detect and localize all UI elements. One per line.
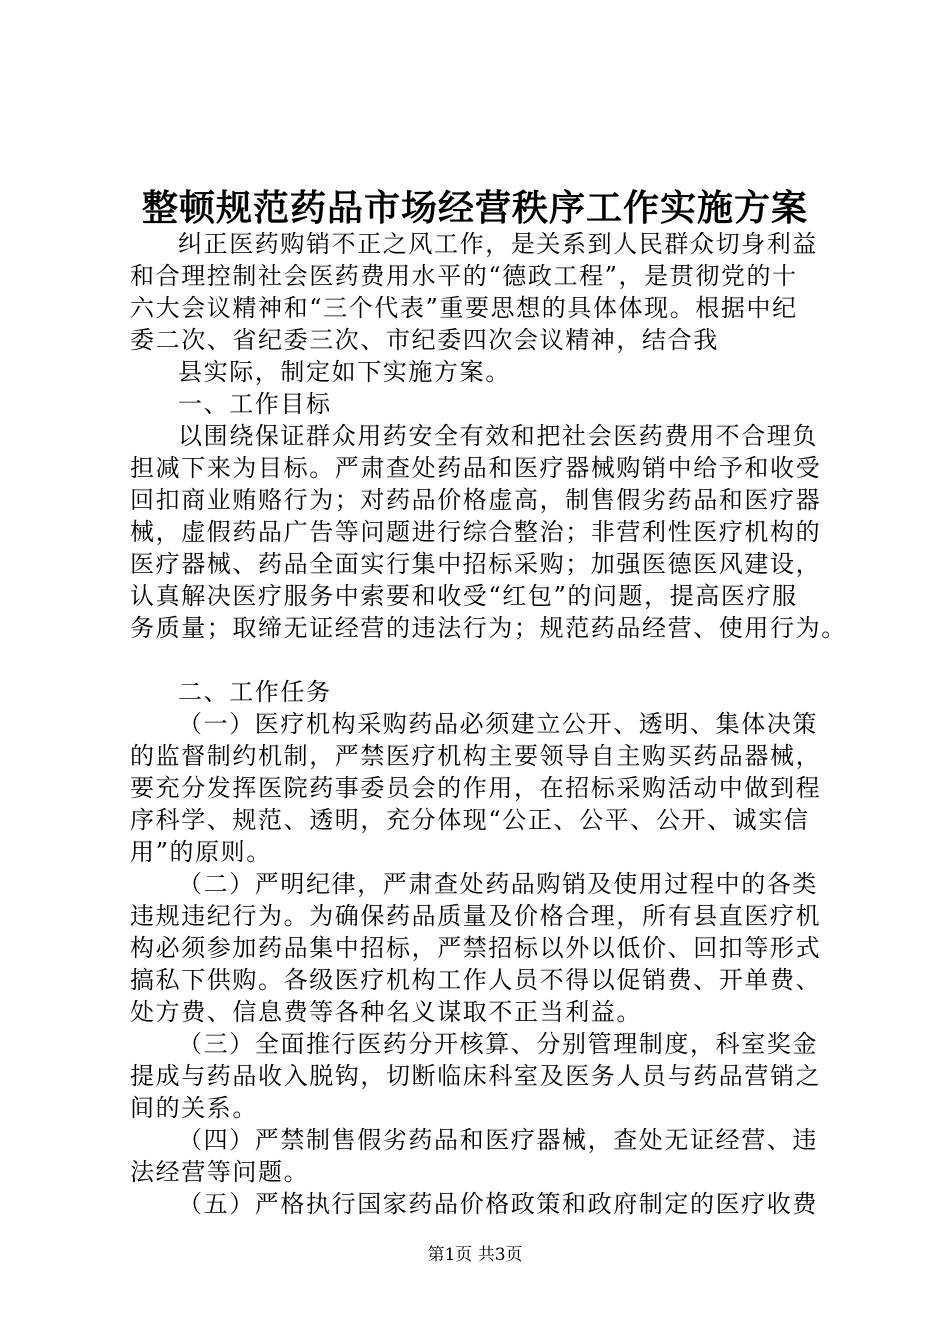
text-line: 委二次、省纪委三次、市纪委四次会议精神，结合我 bbox=[130, 326, 719, 354]
paragraph-gap bbox=[130, 644, 850, 676]
document-title: 整顿规范药品市场经营秩序工作实施方案 bbox=[141, 187, 808, 229]
text-line: （二）严明纪律，严肃查处药品购销及使用过程中的各类 bbox=[178, 870, 818, 898]
text-line: 认真解决医疗服务中索要和收受“红包”的问题，提高医疗服 bbox=[130, 582, 798, 610]
document-body bbox=[130, 228, 850, 1220]
text-line: 用”的原则。 bbox=[130, 838, 272, 866]
text-line: 间的关系。 bbox=[130, 1094, 258, 1122]
text-line: 和合理控制社会医药费用水平的“德政工程”，是贯彻党的十 bbox=[130, 262, 798, 290]
text-line: 法经营等问题。 bbox=[130, 1158, 310, 1186]
text-line: 回扣商业贿赂行为；对药品价格虚高，制售假劣药品和医疗器 bbox=[130, 486, 822, 514]
section-heading: 二、工作任务 bbox=[178, 678, 332, 706]
text-line: 务质量；取缔无证经营的违法行为；规范药品经营、使用行为。 bbox=[130, 614, 847, 642]
section-heading: 一、工作目标 bbox=[178, 390, 332, 418]
text-line: 的监督制约机制，严禁医疗机构主要领导自主购买药品器械， bbox=[130, 742, 822, 770]
text-line: 提成与药品收入脱钩，切断临床科室及医务人员与药品营销之 bbox=[130, 1062, 822, 1090]
text-line: 违规违纪行为。为确保药品质量及价格合理，所有县直医疗机 bbox=[130, 902, 822, 930]
text-line: 县实际，制定如下实施方案。 bbox=[178, 358, 511, 386]
page-number-footer: 第1页 共3页 bbox=[427, 1245, 523, 1265]
text-line: 序科学、规范、透明，充分体现“公正、公平、公开、诚实信 bbox=[130, 806, 810, 834]
text-line: 处方费、信息费等各种名义谋取不正当利益。 bbox=[130, 998, 642, 1026]
text-line: 六大会议精神和“三个代表”重要思想的具体体现。根据中纪 bbox=[130, 294, 798, 322]
text-line: 担减下来为目标。严肃查处药品和医疗器械购销中给予和收受 bbox=[130, 454, 822, 482]
text-line: 械，虚假药品广告等问题进行综合整治；非营利性医疗机构的 bbox=[130, 518, 822, 546]
text-line: 搞私下供购。各级医疗机构工作人员不得以促销费、开单费、 bbox=[130, 966, 822, 994]
text-line: （五）严格执行国家药品价格政策和政府制定的医疗收费 bbox=[178, 1190, 818, 1218]
text-line: 要充分发挥医院药事委员会的作用，在招标采购活动中做到程 bbox=[130, 774, 822, 802]
text-line: 纠正医药购销不正之风工作，是关系到人民群众切身利益 bbox=[178, 230, 818, 258]
text-line: 医疗器械、药品全面实行集中招标采购；加强医德医风建设， bbox=[130, 550, 822, 578]
text-line: （一）医疗机构采购药品必须建立公开、透明、集体决策 bbox=[178, 710, 818, 738]
text-line: 以围绕保证群众用药安全有效和把社会医药费用不合理负 bbox=[178, 422, 818, 450]
text-line: （四）严禁制售假劣药品和医疗器械，查处无证经营、违 bbox=[178, 1126, 818, 1154]
text-line: 构必须参加药品集中招标，严禁招标以外以低价、回扣等形式 bbox=[130, 934, 822, 962]
text-line: （三）全面推行医药分开核算、分别管理制度，科室奖金 bbox=[178, 1030, 818, 1058]
